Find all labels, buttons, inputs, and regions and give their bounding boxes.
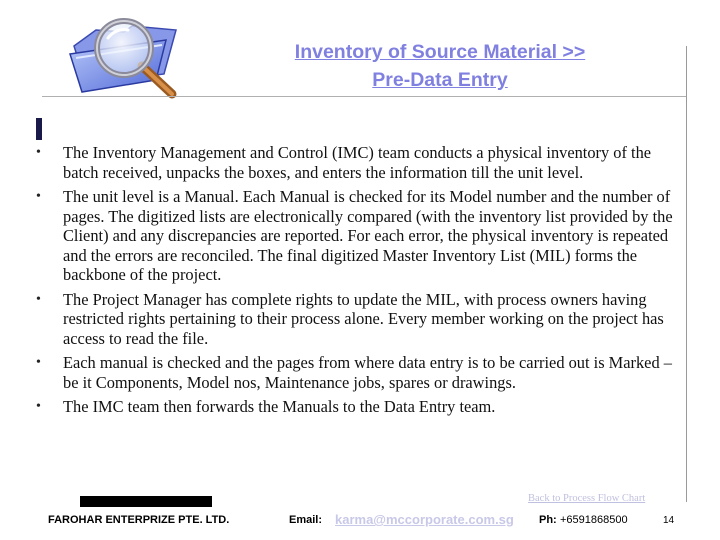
- page-number: 14: [663, 515, 675, 526]
- list-item: [36, 290, 684, 349]
- title-line-1: Inventory of Source Material >>: [294, 41, 586, 63]
- list-item: [36, 143, 684, 182]
- content-bullet-list: [36, 143, 684, 422]
- back-to-flow-chart-link[interactable]: Back to Process Flow Chart: [528, 493, 646, 504]
- page-title: [215, 38, 665, 94]
- list-item: [36, 353, 684, 392]
- header-divider: [42, 96, 686, 97]
- phone-number: +6591868500: [560, 514, 628, 526]
- bullet-text: The Inventory Management and Control (IMC) team conducts a physical inventory of the batch received, unpacks the boxes, and enters the information till the unit level.: [63, 143, 652, 182]
- bullet-icon: •: [36, 399, 41, 414]
- bullet-icon: •: [36, 145, 41, 160]
- bullet-icon: •: [36, 291, 41, 307]
- bullet-text: The IMC team then forwards the Manuals to the Data Entry team.: [63, 397, 496, 416]
- email-link[interactable]: karma@mccorporate.com.sg: [335, 512, 514, 527]
- company-name: FAROHAR ENTERPRIZE PTE. LTD.: [48, 514, 230, 526]
- list-item: [36, 187, 684, 285]
- footer-accent-bar: [80, 496, 212, 507]
- title-line-2: Pre-Data Entry: [372, 69, 508, 91]
- list-item: [36, 397, 684, 417]
- left-accent-bar: [36, 118, 42, 140]
- folder-search-icon: [66, 10, 206, 102]
- bullet-text: The Project Manager has complete rights to update the MIL, with process owners having restricted rights pertaining to their process alone. Every member working on the project has access to read the file.: [63, 289, 664, 348]
- email-label: Email:: [289, 514, 323, 526]
- bullet-icon: •: [36, 189, 41, 204]
- bullet-icon: •: [36, 355, 41, 370]
- phone-label: Ph:: [539, 514, 557, 526]
- bullet-text: Each manual is checked and the pages from where data entry is to be carried out is Marked – be it Components, Model nos, Maintenance jobs, spares or drawings.: [63, 353, 672, 392]
- bullet-text: The unit level is a Manual. Each Manual is checked for its Model number and the number of pages. The digitized lists are electronically compared (with the inventory list provided by the Client) and any discrepancies are reported. For each error, the physical inventory is repeated and the errors are reconciled. The final digitized Master Inventory List (MIL) forms the backbone of the project.: [63, 187, 673, 284]
- right-frame-line: [686, 46, 687, 502]
